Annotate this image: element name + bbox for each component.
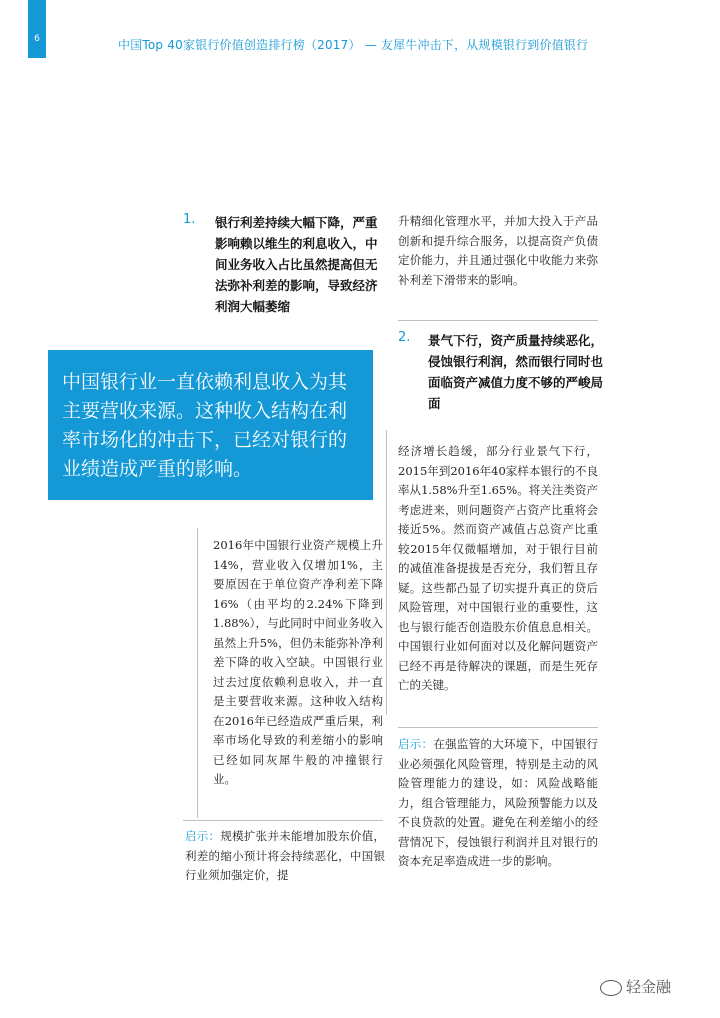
section-1-heading: 银行利差持续大幅下降，严重影响赖以维生的利息收入，中间业务收入占比虽然提高但无法弥补利差的影响，导致经济利润大幅萎缩	[215, 215, 378, 314]
section-1	[183, 212, 383, 317]
hint-2-label: 启示：	[398, 737, 434, 751]
wechat-icon	[600, 980, 622, 996]
column-rule	[197, 528, 198, 818]
pull-quote	[48, 350, 373, 500]
page-number: 6	[34, 34, 40, 44]
section-divider	[398, 320, 598, 321]
hint-2-text: 在强监管的大环境下，中国银行业必须强化风险管理，特别是主动的风险管理能力的建设，如：风险战略能力，组合管理能力，风险预警能力以及不良贷款的处置。避免在利差缩小的经营情况下，侵蚀银行利润并且对银行的资本充足率造成进一步的影响。	[398, 737, 598, 868]
hint-1-rule	[183, 820, 383, 821]
page-number-tab	[28, 0, 46, 58]
column-rule-2	[386, 430, 387, 715]
watermark-text: 轻金融	[626, 978, 672, 996]
hint-1-label: 启示：	[185, 829, 221, 843]
hint-1	[185, 827, 385, 886]
pull-quote-text: 中国银行业一直依赖利息收入为其主要营收来源。这种收入结构在利率市场化的冲击下，已经对银行的业绩造成严重的影响。	[62, 371, 348, 480]
section-1-body-continued: 升精细化管理水平，并加大投入于产品创新和提升综合服务，以提高资产负债定价能力，并且通过强化中收能力来弥补利差下滑带来的影响。	[398, 214, 598, 287]
watermark	[600, 976, 671, 997]
hint-1-text: 规模扩张并未能增加股东价值，利差的缩小预计将会持续恶化，中国银行业须加强定价，提	[185, 829, 385, 882]
section-2-heading: 景气下行，资产质量持续恶化，侵蚀银行利润，然而银行同时也面临资产减值力度不够的严峻局面	[428, 333, 604, 411]
section-2-number: 2.	[398, 330, 411, 345]
section-1-body: 2016年中国银行业资产规模上升14%，营业收入仅增加1%，主要原因在于单位资产净利差下降16%（由平均的2.24%下降到1.88%），与此同时中间业务收入虽然上升5%，但仍未能弥补净利差下降的收入空缺。中国银行业过去过度依赖利息收入，并一直是主要营收来源。这种收入结构在2016年已经造成严重后果，利率市场化导致的利差缩小的影响已经如同灰犀牛般的冲撞银行业。	[213, 538, 383, 786]
running-header: 中国Top 40家银行价值创造排行榜（2017） — 友犀牛冲击下，从规模银行到价值银行	[118, 38, 589, 52]
section-1-number: 1.	[183, 212, 196, 227]
hint-2	[398, 735, 598, 872]
hint-2-rule	[398, 727, 598, 728]
section-2-body: 经济增长趋缓，部分行业景气下行，2015年到2016年40家样本银行的不良率从1.58%升至1.65%。将关注类资产考虑进来，则问题资产占资产比重将会接近5%。然而资产减值占总资产比重较2015年仅微幅增加，对于银行目前的减值准备提拔是否充分，我们暂且存疑。这些都凸显了切实提升真正的贷后风险管理，对中国银行业的重要性，这也与银行能否创造股东价值息息相关。中国银行业如何面对以及化解问题资产已经不再是待解决的课题，而是生死存亡的关键。	[398, 444, 598, 692]
section-2	[398, 330, 608, 414]
